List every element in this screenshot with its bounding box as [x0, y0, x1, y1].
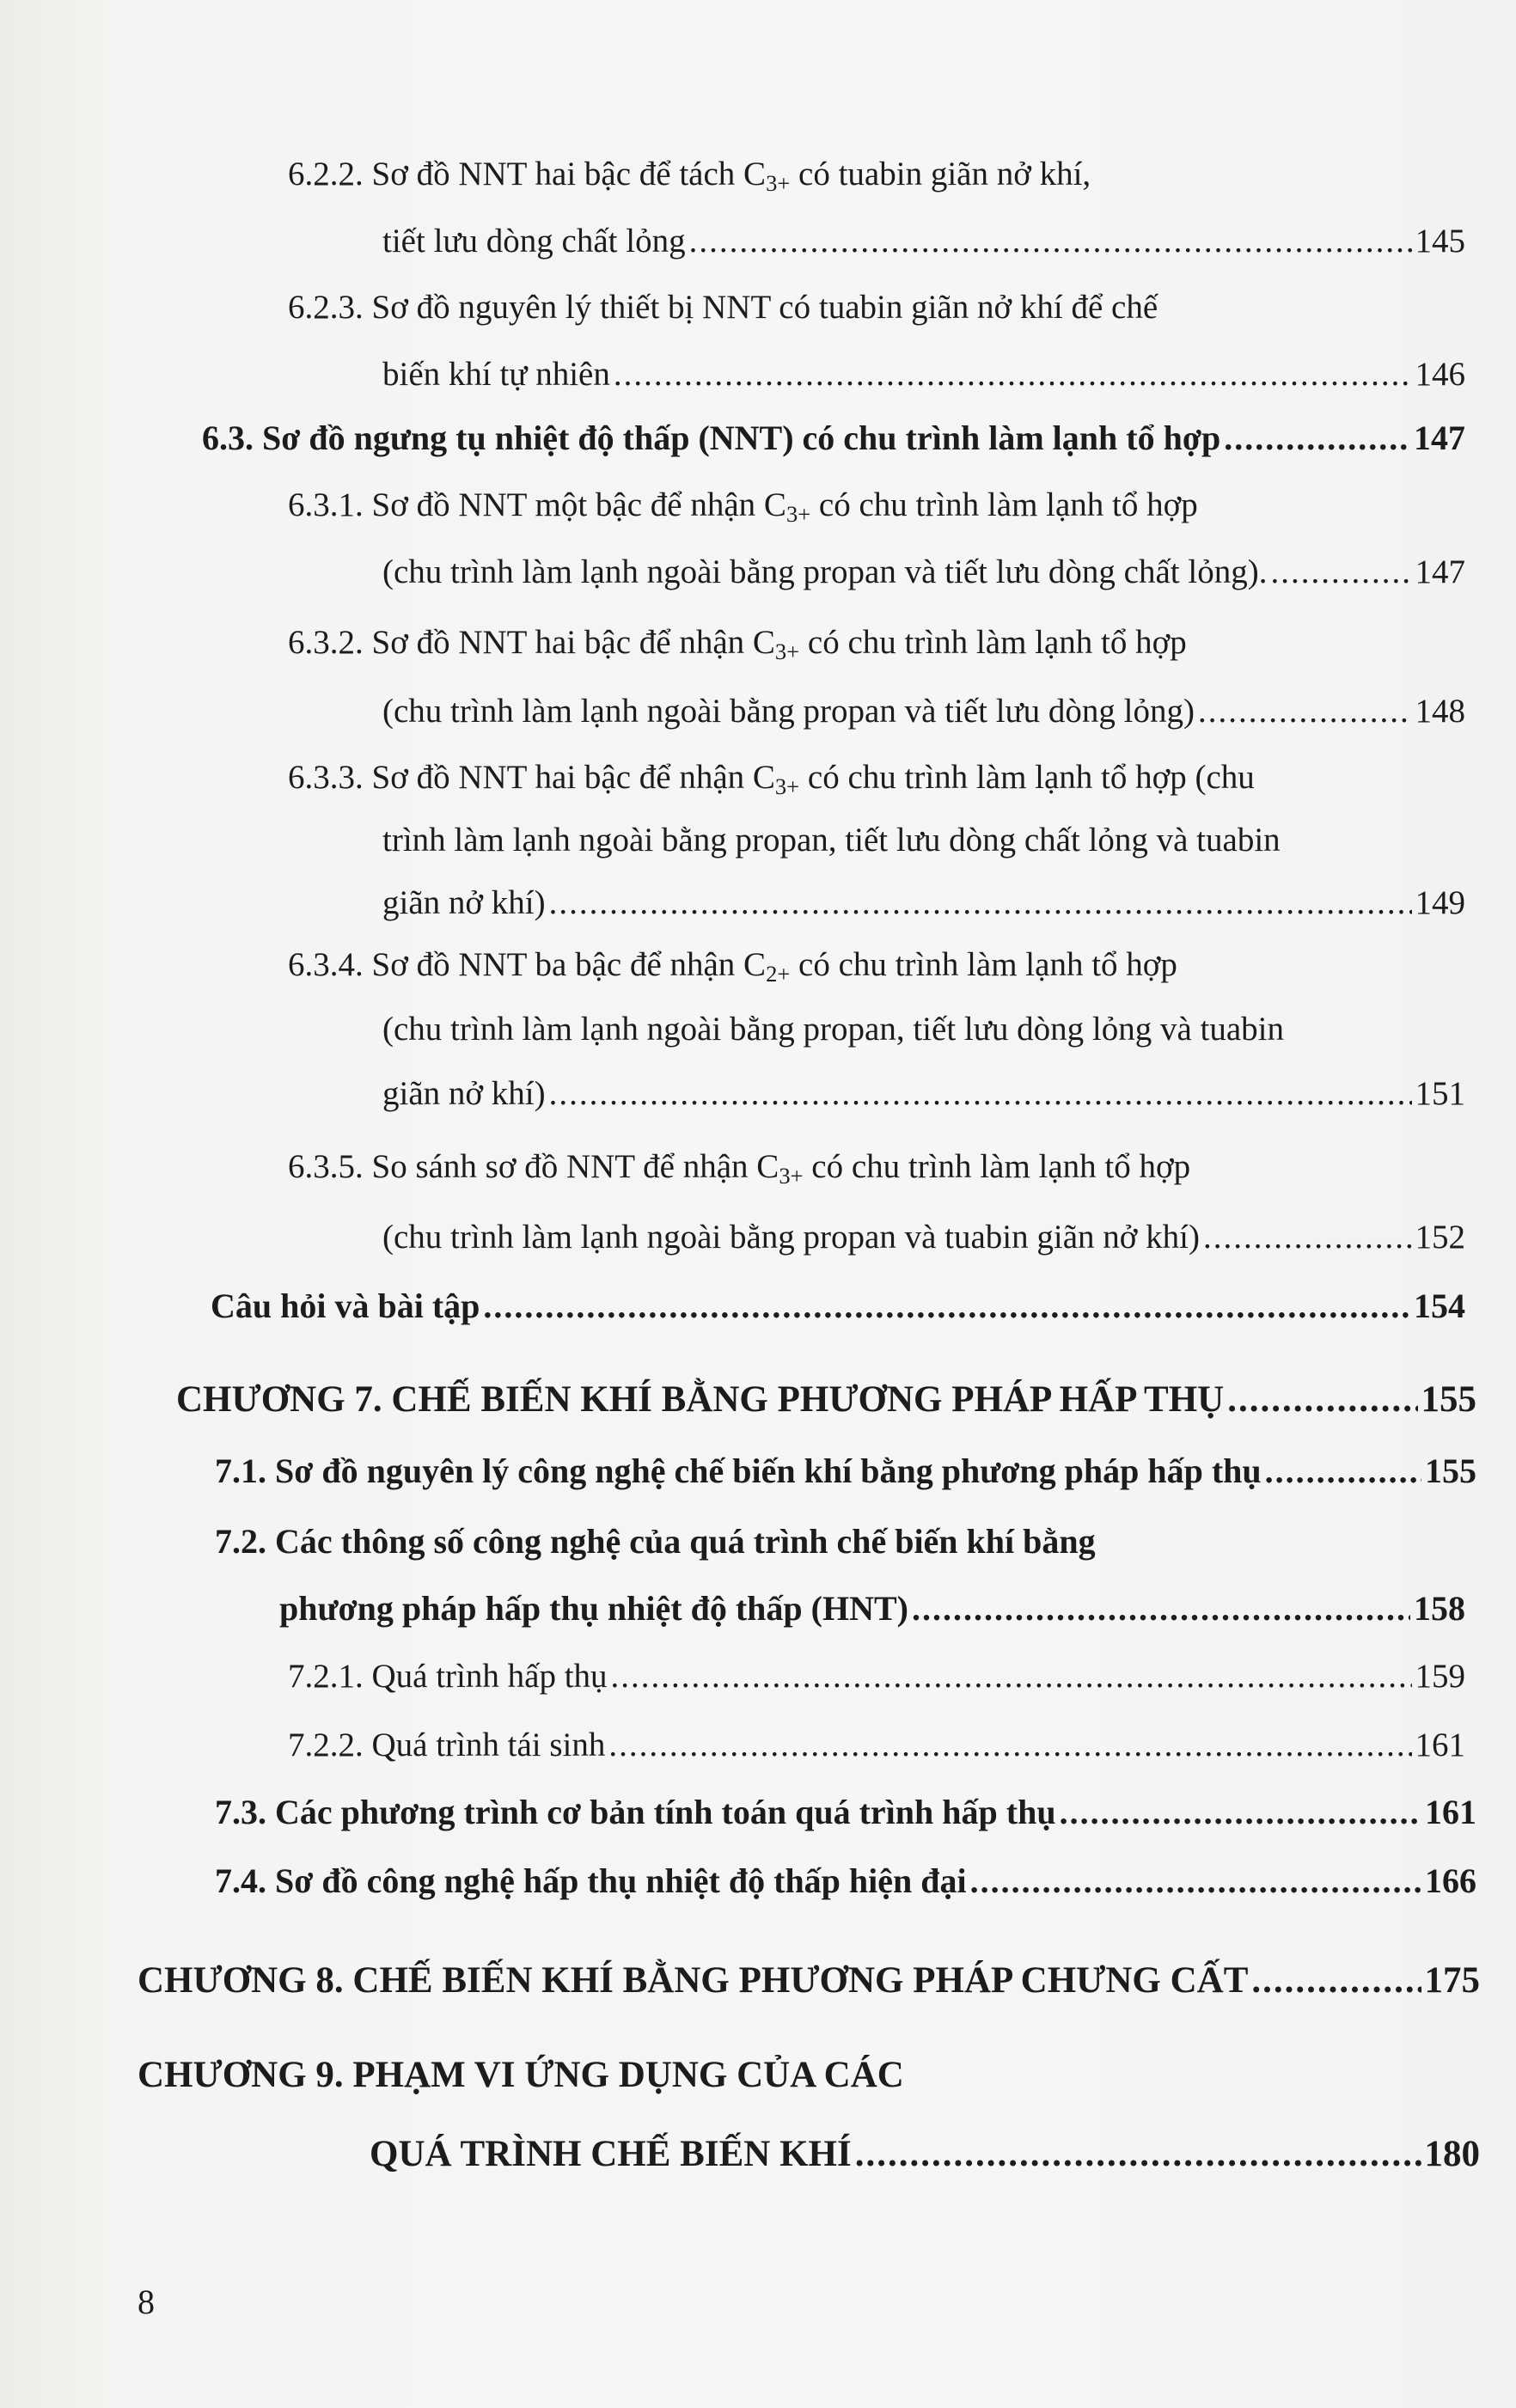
toc-entry-text: QUÁ TRÌNH CHẾ BIẾN KHÍ	[370, 2134, 852, 2174]
toc-entry-text: 6.2.2. Sơ đồ NNT hai bậc để tách C	[288, 156, 767, 193]
toc-entry-subscript: 3+	[774, 773, 800, 800]
toc-page-number: 155	[1421, 1379, 1476, 1420]
toc-entry-text-cont: có chu trình làm lạnh tổ hợp	[799, 624, 1187, 661]
dot-leader	[1203, 1218, 1412, 1256]
toc-entry-subscript: 3+	[786, 501, 811, 528]
toc-page-number: 151	[1415, 1075, 1465, 1112]
toc-entry-text: 6.3.4. Sơ đồ NNT ba bậc để nhận C	[288, 946, 767, 983]
toc-entry-text: 6.3.5. So sánh sơ đồ NNT để nhận C	[288, 1148, 779, 1185]
toc-entry-subscript: 3+	[779, 1163, 804, 1189]
toc-entry-text: CHƯƠNG 7. CHẾ BIẾN KHÍ BẰNG PHƯƠNG PHÁP HẤP THỤ	[176, 1379, 1225, 1420]
toc-entry-text: 6.3. Sơ đồ ngưng tụ nhiệt độ thấp (NNT) có chu trình làm lạnh tổ hợp	[202, 419, 1221, 457]
toc-entry-text: 7.2.2. Quá trình tái sinh	[288, 1727, 606, 1763]
toc-entry-text-cont: có tuabin giãn nở khí,	[790, 156, 1091, 193]
toc-entry-text: 7.1. Sơ đồ nguyên lý công nghệ chế biến khí bằng phương pháp hấp thụ	[215, 1452, 1262, 1490]
toc-entry-text: CHƯƠNG 8. CHẾ BIẾN KHÍ BẰNG PHƯƠNG PHÁP CHƯNG CẤT	[138, 1960, 1249, 2001]
toc-entry-text: 7.4. Sơ đồ công nghệ hấp thụ nhiệt độ thấp hiện đại	[215, 1861, 967, 1900]
toc-entry-text: 7.2. Các thông số công nghệ của quá trình chế biến khí bằng	[215, 1522, 1096, 1561]
toc-page-number: 175	[1424, 1960, 1480, 2001]
toc-entry-text: trình làm lạnh ngoài bằng propan, tiết lưu dòng chất lỏng và tuabin	[382, 822, 1281, 859]
dot-leader	[912, 1588, 1410, 1629]
toc-entry-text: tiết lưu dòng chất lỏng	[382, 223, 686, 260]
dot-leader	[614, 355, 1412, 394]
toc-entry-text: Câu hỏi và bài tập	[211, 1287, 480, 1325]
toc-page-number: 148	[1415, 693, 1465, 730]
toc-entry-text-cont: có chu trình làm lạnh tổ hợp	[810, 486, 1198, 523]
toc-entry-text: giãn nở khí)	[382, 884, 546, 921]
toc-page-number: 161	[1415, 1727, 1465, 1763]
dot-leader	[1227, 1378, 1417, 1421]
dot-leader	[549, 883, 1412, 922]
dot-leader	[483, 1286, 1410, 1326]
toc-entry-text-cont: có chu trình làm lạnh tổ hợp	[790, 946, 1177, 983]
dot-leader	[1265, 1451, 1421, 1491]
dot-leader	[689, 222, 1412, 260]
toc-page-number: 147	[1414, 419, 1465, 457]
toc-entry-subscript: 3+	[766, 170, 791, 197]
toc-entry-text: 6.3.1. Sơ đồ NNT một bậc để nhận C	[288, 486, 786, 523]
toc-entry-text: (chu trình làm lạnh ngoài bằng propan và tuabin giãn nở khí)	[382, 1219, 1200, 1256]
toc-entry-text: (chu trình làm lạnh ngoài bằng propan và tiết lưu dòng lỏng)	[382, 693, 1195, 730]
toc-entry-text: 6.3.3. Sơ đồ NNT hai bậc để nhận C	[288, 759, 775, 796]
dot-leader	[549, 1074, 1412, 1113]
toc-page-number: 180	[1424, 2134, 1480, 2174]
dot-leader	[1224, 418, 1410, 458]
toc-page-number: 149	[1415, 884, 1465, 921]
toc-entry-text: (chu trình làm lạnh ngoài bằng propan, tiết lưu dòng lỏng và tuabin	[382, 1011, 1285, 1048]
page-number: 8	[138, 2283, 155, 2321]
toc-entry-text: 7.2.1. Quá trình hấp thụ	[288, 1658, 608, 1695]
toc-page-number: 146	[1415, 356, 1465, 393]
dot-leader	[1270, 553, 1411, 591]
toc-page-number: 145	[1415, 223, 1465, 260]
toc-entry-subscript: 2+	[766, 961, 791, 987]
toc-page-number: 166	[1425, 1861, 1476, 1900]
dot-leader	[1251, 1959, 1421, 2002]
toc-entry-text: (chu trình làm lạnh ngoài bằng propan và tiết lưu dòng chất lỏng).	[382, 553, 1268, 590]
toc-entry-subscript: 3+	[774, 639, 800, 665]
dot-leader	[1198, 692, 1411, 730]
toc-page-number: 154	[1414, 1287, 1465, 1325]
dot-leader	[855, 2133, 1421, 2175]
toc-page-number: 161	[1425, 1793, 1476, 1831]
toc-entry-text: phương pháp hấp thụ nhiệt độ thấp (HNT)	[279, 1589, 908, 1628]
toc-page-number: 159	[1415, 1658, 1465, 1695]
toc-entry-text: biến khí tự nhiên	[382, 356, 610, 393]
toc-entry-text-cont: có chu trình làm lạnh tổ hợp	[803, 1148, 1191, 1185]
dot-leader	[611, 1657, 1412, 1696]
toc-page-number: 147	[1415, 553, 1465, 590]
dot-leader	[608, 1726, 1411, 1764]
toc-page-number: 152	[1415, 1219, 1465, 1256]
toc-page-number: 158	[1414, 1589, 1465, 1628]
toc-entry-text: 6.2.3. Sơ đồ nguyên lý thiết bị NNT có tuabin giãn nở khí để chế	[288, 289, 1158, 326]
toc-page-number: 155	[1425, 1452, 1476, 1490]
toc-entry-text: CHƯƠNG 9. PHẠM VI ỨNG DỤNG CỦA CÁC	[138, 2055, 904, 2095]
toc-entry-text: 6.3.2. Sơ đồ NNT hai bậc để nhận C	[288, 624, 775, 661]
toc-entry-text-cont: có chu trình làm lạnh tổ hợp (chu	[799, 759, 1255, 796]
dot-leader	[1060, 1792, 1421, 1832]
toc-entry-text: giãn nở khí)	[382, 1075, 546, 1112]
toc-entry-text: 7.3. Các phương trình cơ bản tính toán quá trình hấp thụ	[215, 1793, 1056, 1831]
dot-leader	[970, 1861, 1421, 1901]
